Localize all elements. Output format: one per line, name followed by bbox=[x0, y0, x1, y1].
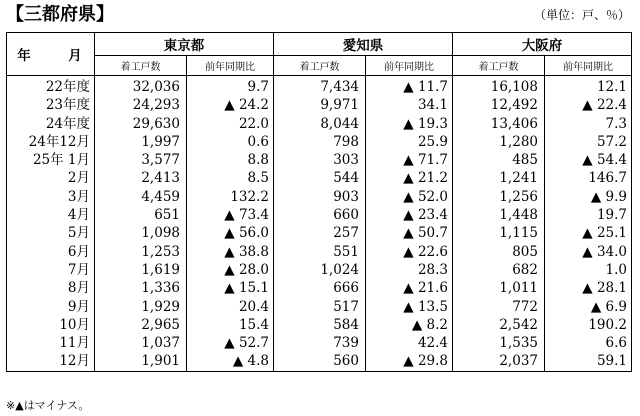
row-label: 12月 bbox=[7, 352, 95, 371]
cell-yoy-aichi: 28.3 bbox=[366, 261, 453, 279]
cell-yoy-tokyo: 8.5 bbox=[187, 169, 274, 187]
cell-yoy-osaka: 59.1 bbox=[545, 352, 632, 371]
row-label: 5月 bbox=[7, 224, 95, 242]
cell-starts-aichi: 739 bbox=[274, 334, 366, 352]
row-label: 3月 bbox=[7, 188, 95, 206]
cell-starts-tokyo: 1,619 bbox=[95, 261, 187, 279]
row-label: 25年 1月 bbox=[7, 151, 95, 169]
region-header-tokyo: 東京都 bbox=[95, 33, 274, 56]
cell-starts-osaka: 1,011 bbox=[453, 279, 545, 297]
cell-starts-osaka: 12,492 bbox=[453, 96, 545, 114]
cell-starts-tokyo: 651 bbox=[95, 206, 187, 224]
row-label: 23年度 bbox=[7, 96, 95, 114]
cell-starts-tokyo: 1,336 bbox=[95, 279, 187, 297]
row-label: 6月 bbox=[7, 243, 95, 261]
cell-starts-aichi: 544 bbox=[274, 169, 366, 187]
cell-starts-aichi: 257 bbox=[274, 224, 366, 242]
cell-starts-aichi: 660 bbox=[274, 206, 366, 224]
cell-starts-tokyo: 2,965 bbox=[95, 316, 187, 334]
subheader-starts: 着工戸数 bbox=[274, 56, 366, 76]
table-row bbox=[7, 316, 632, 334]
subheader-yoy: 前年同期比 bbox=[187, 56, 274, 76]
table-row bbox=[7, 224, 632, 242]
cell-yoy-tokyo: 9.7 bbox=[187, 76, 274, 97]
cell-starts-aichi: 517 bbox=[274, 298, 366, 316]
cell-yoy-tokyo: ▲ 24.2 bbox=[187, 96, 274, 114]
cell-yoy-osaka: 1.0 bbox=[545, 261, 632, 279]
row-label: 4月 bbox=[7, 206, 95, 224]
table-row bbox=[7, 169, 632, 187]
housing-starts-table bbox=[6, 32, 632, 372]
table-row bbox=[7, 115, 632, 133]
table-row bbox=[7, 261, 632, 279]
cell-starts-osaka: 1,448 bbox=[453, 206, 545, 224]
cell-starts-aichi: 666 bbox=[274, 279, 366, 297]
cell-starts-aichi: 303 bbox=[274, 151, 366, 169]
row-label: 24年12月 bbox=[7, 133, 95, 151]
row-label: 2月 bbox=[7, 169, 95, 187]
cell-yoy-osaka: ▲ 9.9 bbox=[545, 188, 632, 206]
cell-yoy-aichi: ▲ 71.7 bbox=[366, 151, 453, 169]
cell-yoy-aichi: ▲ 23.4 bbox=[366, 206, 453, 224]
cell-yoy-tokyo: 15.4 bbox=[187, 316, 274, 334]
cell-starts-aichi: 903 bbox=[274, 188, 366, 206]
cell-yoy-aichi: ▲ 50.7 bbox=[366, 224, 453, 242]
month-header: 年 月 bbox=[7, 33, 95, 76]
cell-starts-osaka: 2,542 bbox=[453, 316, 545, 334]
table-row bbox=[7, 298, 632, 316]
row-label: 11月 bbox=[7, 334, 95, 352]
cell-yoy-osaka: 190.2 bbox=[545, 316, 632, 334]
cell-yoy-aichi: ▲ 13.5 bbox=[366, 298, 453, 316]
cell-starts-osaka: 16,108 bbox=[453, 76, 545, 97]
cell-starts-tokyo: 1,253 bbox=[95, 243, 187, 261]
cell-yoy-osaka: 19.7 bbox=[545, 206, 632, 224]
row-label: 9月 bbox=[7, 298, 95, 316]
region-header-aichi: 愛知県 bbox=[274, 33, 453, 56]
cell-starts-tokyo: 3,577 bbox=[95, 151, 187, 169]
cell-starts-tokyo: 4,459 bbox=[95, 188, 187, 206]
table-row bbox=[7, 206, 632, 224]
cell-yoy-osaka: ▲ 6.9 bbox=[545, 298, 632, 316]
cell-starts-aichi: 584 bbox=[274, 316, 366, 334]
cell-starts-aichi: 560 bbox=[274, 352, 366, 371]
cell-starts-osaka: 682 bbox=[453, 261, 545, 279]
cell-yoy-osaka: ▲ 25.1 bbox=[545, 224, 632, 242]
cell-starts-aichi: 7,434 bbox=[274, 76, 366, 97]
cell-starts-osaka: 1,115 bbox=[453, 224, 545, 242]
cell-starts-tokyo: 1,997 bbox=[95, 133, 187, 151]
cell-yoy-tokyo: 22.0 bbox=[187, 115, 274, 133]
cell-yoy-osaka: 146.7 bbox=[545, 169, 632, 187]
cell-starts-osaka: 13,406 bbox=[453, 115, 545, 133]
region-header-osaka: 大阪府 bbox=[453, 33, 632, 56]
cell-yoy-osaka: 6.6 bbox=[545, 334, 632, 352]
cell-starts-osaka: 805 bbox=[453, 243, 545, 261]
cell-yoy-aichi: ▲ 52.0 bbox=[366, 188, 453, 206]
cell-starts-osaka: 2,037 bbox=[453, 352, 545, 371]
table-row bbox=[7, 133, 632, 151]
cell-starts-tokyo: 2,413 bbox=[95, 169, 187, 187]
cell-starts-tokyo: 1,098 bbox=[95, 224, 187, 242]
cell-yoy-aichi: 25.9 bbox=[366, 133, 453, 151]
subheader-starts: 着工戸数 bbox=[453, 56, 545, 76]
cell-yoy-aichi: ▲ 11.7 bbox=[366, 76, 453, 97]
row-label: 10月 bbox=[7, 316, 95, 334]
cell-yoy-tokyo: ▲ 73.4 bbox=[187, 206, 274, 224]
cell-yoy-osaka: ▲ 54.4 bbox=[545, 151, 632, 169]
table-row bbox=[7, 151, 632, 169]
cell-yoy-tokyo: 132.2 bbox=[187, 188, 274, 206]
cell-yoy-osaka: ▲ 22.4 bbox=[545, 96, 632, 114]
cell-starts-tokyo: 32,036 bbox=[95, 76, 187, 97]
cell-starts-tokyo: 1,901 bbox=[95, 352, 187, 371]
cell-yoy-aichi: ▲ 19.3 bbox=[366, 115, 453, 133]
cell-yoy-tokyo: ▲ 15.1 bbox=[187, 279, 274, 297]
cell-starts-aichi: 8,044 bbox=[274, 115, 366, 133]
cell-starts-aichi: 9,971 bbox=[274, 96, 366, 114]
subheader-yoy: 前年同期比 bbox=[366, 56, 453, 76]
table-row bbox=[7, 96, 632, 114]
footnote: ※▲はマイナス。 bbox=[6, 399, 90, 412]
row-label: 7月 bbox=[7, 261, 95, 279]
cell-yoy-tokyo: ▲ 56.0 bbox=[187, 224, 274, 242]
cell-starts-osaka: 1,241 bbox=[453, 169, 545, 187]
cell-yoy-tokyo: ▲ 4.8 bbox=[187, 352, 274, 371]
cell-starts-osaka: 485 bbox=[453, 151, 545, 169]
cell-starts-osaka: 772 bbox=[453, 298, 545, 316]
cell-yoy-aichi: ▲ 29.8 bbox=[366, 352, 453, 371]
cell-starts-osaka: 1,256 bbox=[453, 188, 545, 206]
cell-yoy-tokyo: ▲ 38.8 bbox=[187, 243, 274, 261]
cell-yoy-aichi: ▲ 22.6 bbox=[366, 243, 453, 261]
cell-yoy-aichi: ▲ 21.2 bbox=[366, 169, 453, 187]
cell-yoy-osaka: 7.3 bbox=[545, 115, 632, 133]
subheader-starts: 着工戸数 bbox=[95, 56, 187, 76]
cell-yoy-tokyo: ▲ 52.7 bbox=[187, 334, 274, 352]
cell-yoy-tokyo: 8.8 bbox=[187, 151, 274, 169]
table-row bbox=[7, 279, 632, 297]
cell-yoy-tokyo: 20.4 bbox=[187, 298, 274, 316]
cell-yoy-aichi: 34.1 bbox=[366, 96, 453, 114]
cell-starts-aichi: 1,024 bbox=[274, 261, 366, 279]
row-label: 8月 bbox=[7, 279, 95, 297]
table-row bbox=[7, 352, 632, 371]
cell-yoy-osaka: 12.1 bbox=[545, 76, 632, 97]
cell-yoy-osaka: ▲ 28.1 bbox=[545, 279, 632, 297]
table-row bbox=[7, 334, 632, 352]
cell-starts-aichi: 551 bbox=[274, 243, 366, 261]
cell-starts-tokyo: 1,037 bbox=[95, 334, 187, 352]
cell-starts-tokyo: 1,929 bbox=[95, 298, 187, 316]
table-body bbox=[7, 76, 632, 372]
table-row bbox=[7, 188, 632, 206]
row-label: 22年度 bbox=[7, 76, 95, 97]
cell-yoy-aichi: ▲ 21.6 bbox=[366, 279, 453, 297]
cell-starts-tokyo: 24,293 bbox=[95, 96, 187, 114]
unit-label: （単位：戸、％） bbox=[533, 8, 630, 22]
table-row bbox=[7, 76, 632, 97]
cell-yoy-osaka: 57.2 bbox=[545, 133, 632, 151]
row-label: 24年度 bbox=[7, 115, 95, 133]
cell-starts-tokyo: 29,630 bbox=[95, 115, 187, 133]
cell-yoy-aichi: ▲ 8.2 bbox=[366, 316, 453, 334]
cell-yoy-tokyo: 0.6 bbox=[187, 133, 274, 151]
cell-starts-osaka: 1,280 bbox=[453, 133, 545, 151]
cell-yoy-osaka: ▲ 34.0 bbox=[545, 243, 632, 261]
cell-starts-aichi: 798 bbox=[274, 133, 366, 151]
table-row bbox=[7, 243, 632, 261]
cell-yoy-tokyo: ▲ 28.0 bbox=[187, 261, 274, 279]
cell-yoy-aichi: 42.4 bbox=[366, 334, 453, 352]
subheader-yoy: 前年同期比 bbox=[545, 56, 632, 76]
cell-starts-osaka: 1,535 bbox=[453, 334, 545, 352]
page-title: 【三都府県】 bbox=[6, 4, 114, 25]
